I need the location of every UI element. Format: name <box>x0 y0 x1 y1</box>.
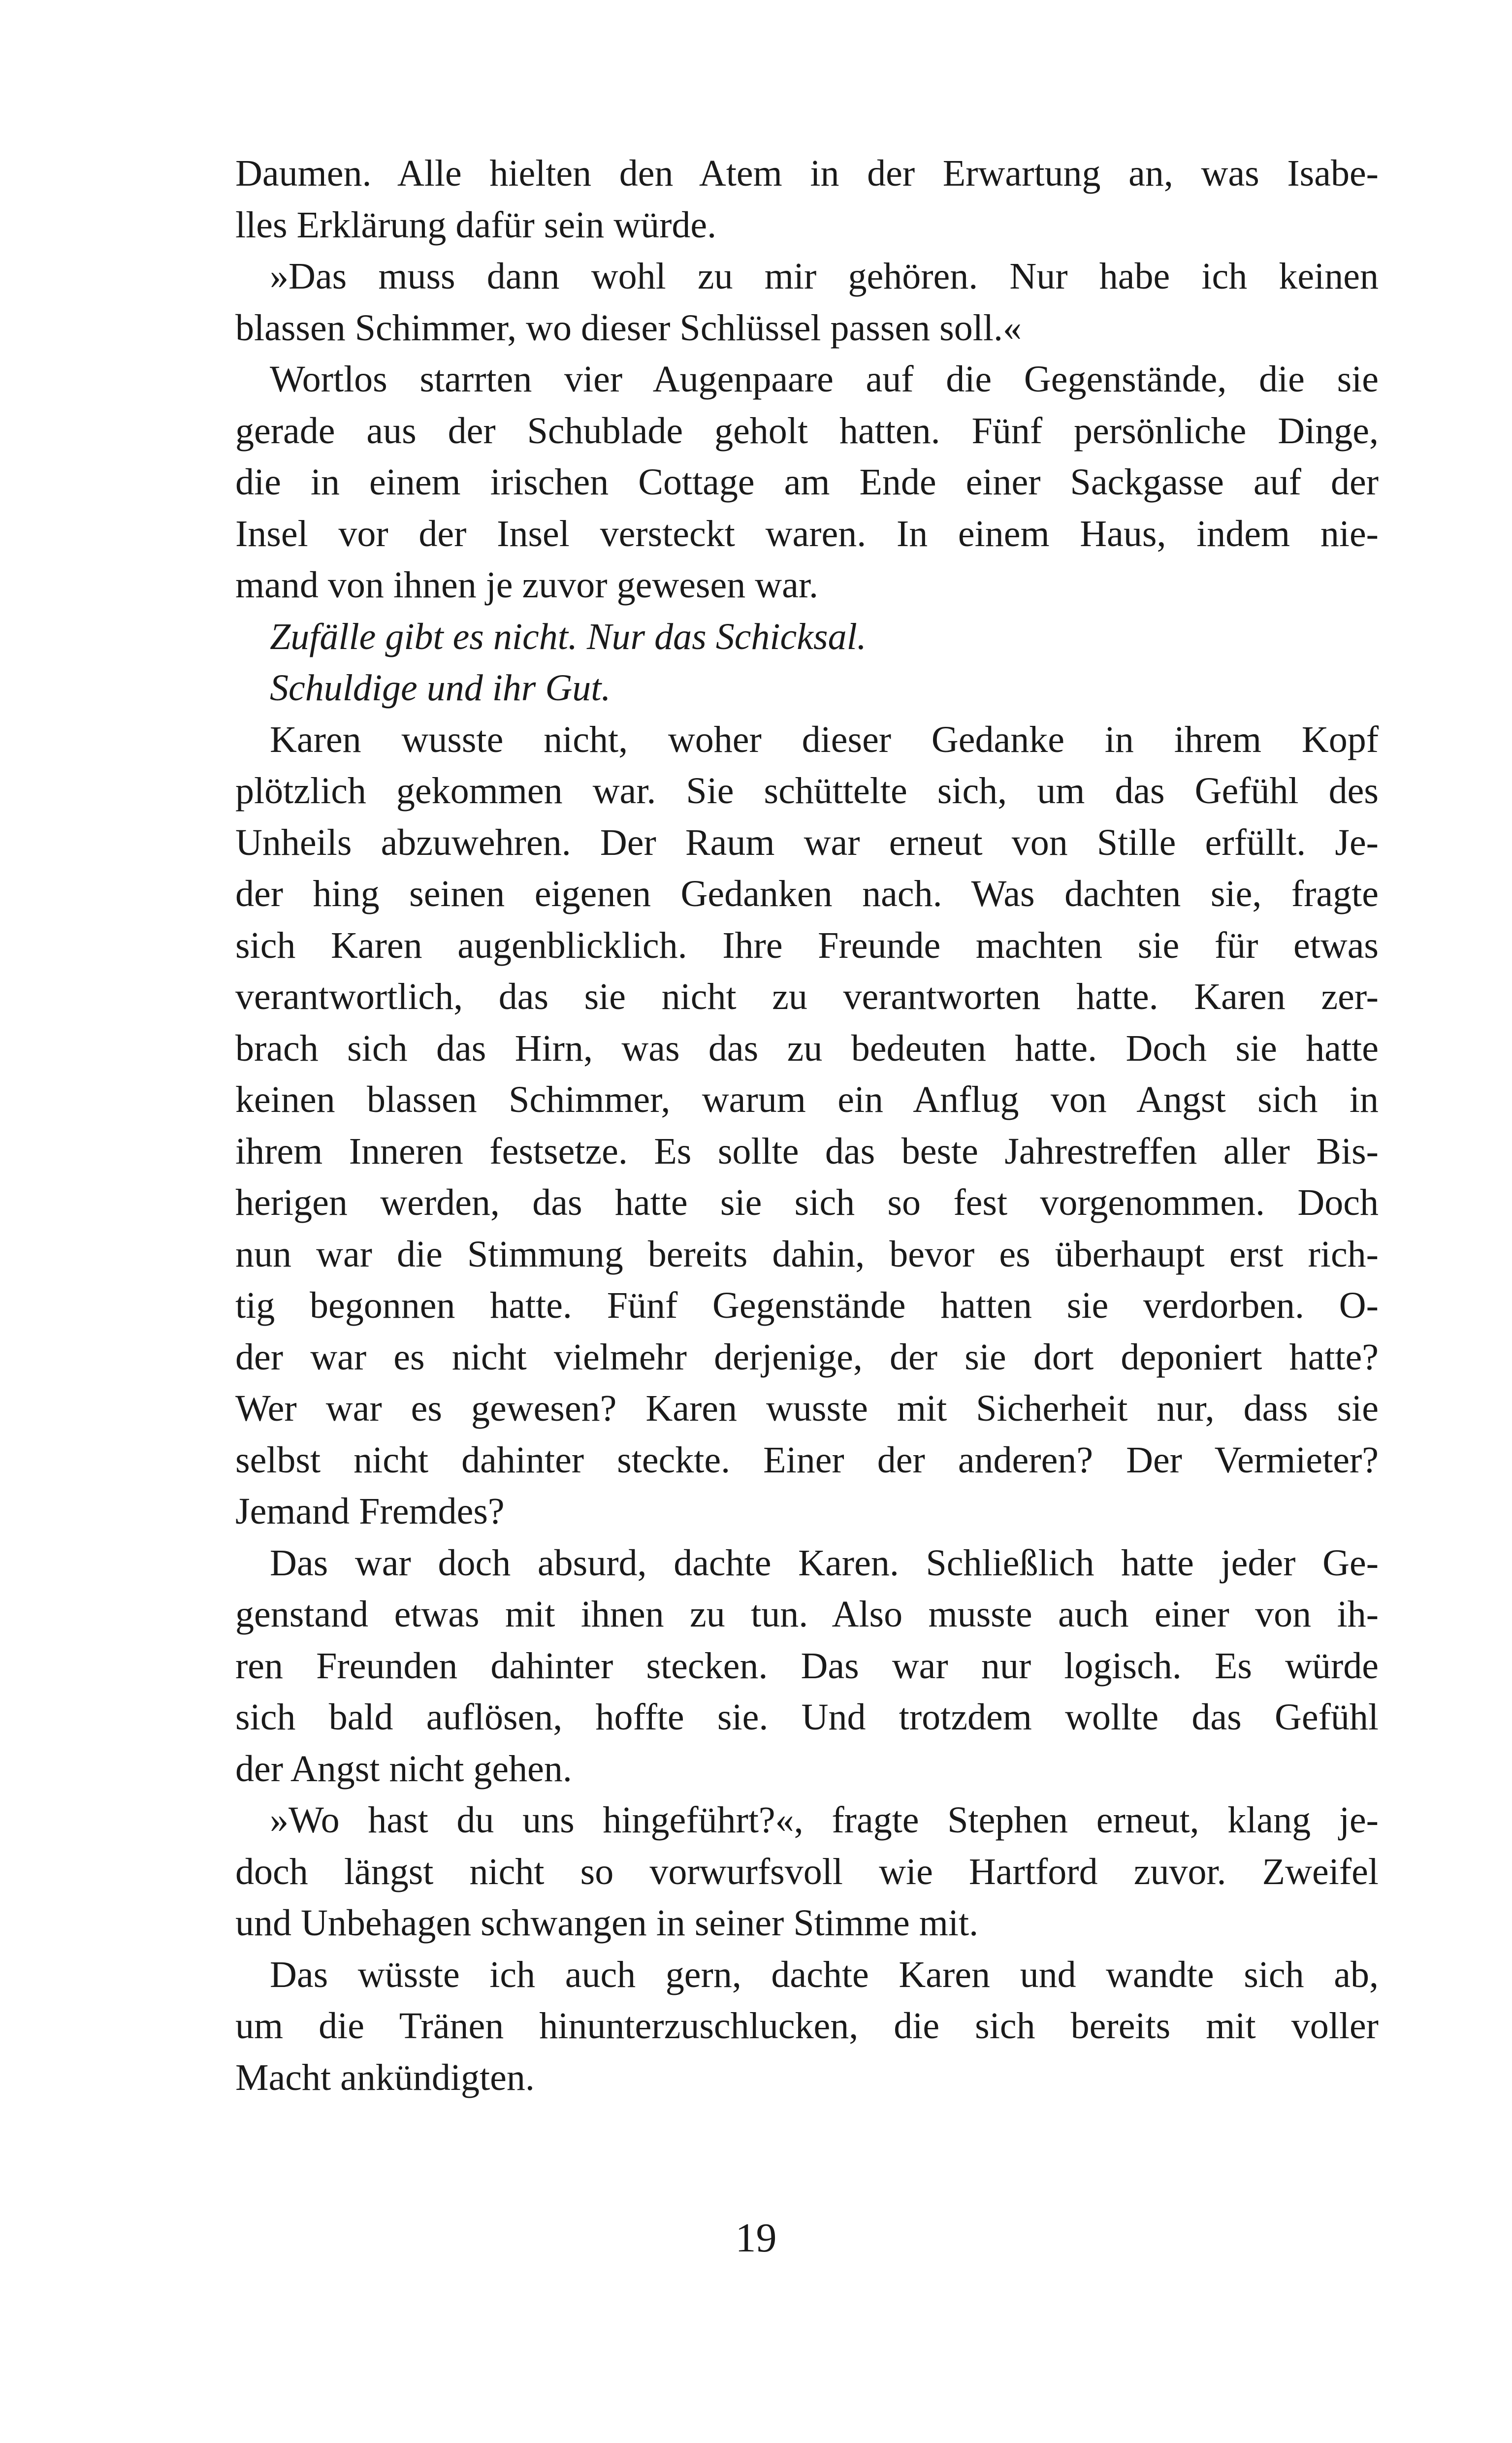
text-line: verantwortlich, das sie nicht zu verantworten hatte. Karen zer- <box>235 976 1379 1017</box>
text-line: doch längst nicht so vorwurfsvoll wie Hartford zuvor. Zweifel <box>235 1851 1379 1892</box>
text-line: sich bald auflösen, hoffte sie. Und trotzdem wollte das Gefühl <box>235 1696 1379 1738</box>
text-line: Karen wusste nicht, woher dieser Gedanke in ihrem Kopf <box>270 718 1379 760</box>
text-line: Daumen. Alle hielten den Atem in der Erwartung an, was Isabe- <box>235 153 1379 194</box>
text-line: »Das muss dann wohl zu mir gehören. Nur habe ich keinen <box>270 256 1379 297</box>
text-line: Unheils abzuwehren. Der Raum war erneut von Stille erfüllt. Je- <box>235 821 1379 863</box>
text-line: genstand etwas mit ihnen zu tun. Also musste auch einer von ih- <box>235 1594 1379 1635</box>
text-line: ren Freunden dahinter stecken. Das war nur logisch. Es würde <box>235 1645 1379 1687</box>
text-line: nun war die Stimmung bereits dahin, bevor es überhaupt erst rich- <box>235 1233 1379 1275</box>
text-line: gerade aus der Schublade geholt hatten. Fünf persönliche Dinge, <box>235 410 1379 452</box>
text-line: sich Karen augenblicklich. Ihre Freunde machten sie für etwas <box>235 924 1379 966</box>
text-line: keinen blassen Schimmer, warum ein Anflug von Angst sich in <box>235 1079 1379 1120</box>
text-line: Schuldige und ihr Gut. <box>270 667 611 709</box>
text-line: mand von ihnen je zuvor gewesen war. <box>235 564 818 606</box>
text-line: tig begonnen hatte. Fünf Gegenstände hatten sie verdorben. O- <box>235 1285 1379 1326</box>
page-number: 19 <box>735 2215 777 2261</box>
text-line: ihrem Inneren festsetze. Es sollte das beste Jahrestreffen aller Bis- <box>235 1130 1379 1172</box>
text-line: selbst nicht dahinter steckte. Einer der anderen? Der Vermieter? <box>235 1439 1379 1481</box>
text-line: herigen werden, das hatte sie sich so fest vorgenommen. Doch <box>235 1182 1379 1223</box>
text-line: »Wo hast du uns hingeführt?«, fragte Stephen erneut, klang je- <box>270 1799 1379 1841</box>
text-line: blassen Schimmer, wo dieser Schlüssel passen soll.« <box>235 307 1022 349</box>
text-line: plötzlich gekommen war. Sie schüttelte sich, um das Gefühl des <box>235 770 1379 812</box>
text-line: der Angst nicht gehen. <box>235 1748 572 1790</box>
text-line: Das wüsste ich auch gern, dachte Karen und wandte sich ab, <box>270 1954 1379 1995</box>
text-line: lles Erklärung dafür sein würde. <box>235 204 717 246</box>
text-line: und Unbehagen schwangen in seiner Stimme mit. <box>235 1902 979 1944</box>
text-line: der war es nicht vielmehr derjenige, der sie dort deponiert hatte? <box>235 1336 1379 1378</box>
text-line: Das war doch absurd, dachte Karen. Schließlich hatte jeder Ge- <box>270 1542 1379 1584</box>
text-line: Wer war es gewesen? Karen wusste mit Sicherheit nur, dass sie <box>235 1388 1379 1429</box>
text-line: der hing seinen eigenen Gedanken nach. Was dachten sie, fragte <box>235 873 1379 914</box>
text-line: Zufälle gibt es nicht. Nur das Schicksal. <box>270 616 867 657</box>
text-line: brach sich das Hirn, was das zu bedeuten hatte. Doch sie hatte <box>235 1027 1379 1069</box>
text-line: Jemand Fremdes? <box>235 1491 505 1532</box>
text-line: Wortlos starrten vier Augenpaare auf die Gegenstände, die sie <box>270 358 1379 400</box>
text-line: Macht ankündigten. <box>235 2056 535 2098</box>
text-line: um die Tränen hinunterzuschlucken, die sich bereits mit voller <box>235 2005 1379 2047</box>
text-line: die in einem irischen Cottage am Ende einer Sackgasse auf der <box>235 461 1379 503</box>
text-line: Insel vor der Insel versteckt waren. In einem Haus, indem nie- <box>235 513 1379 554</box>
body-text <box>235 148 1379 2103</box>
